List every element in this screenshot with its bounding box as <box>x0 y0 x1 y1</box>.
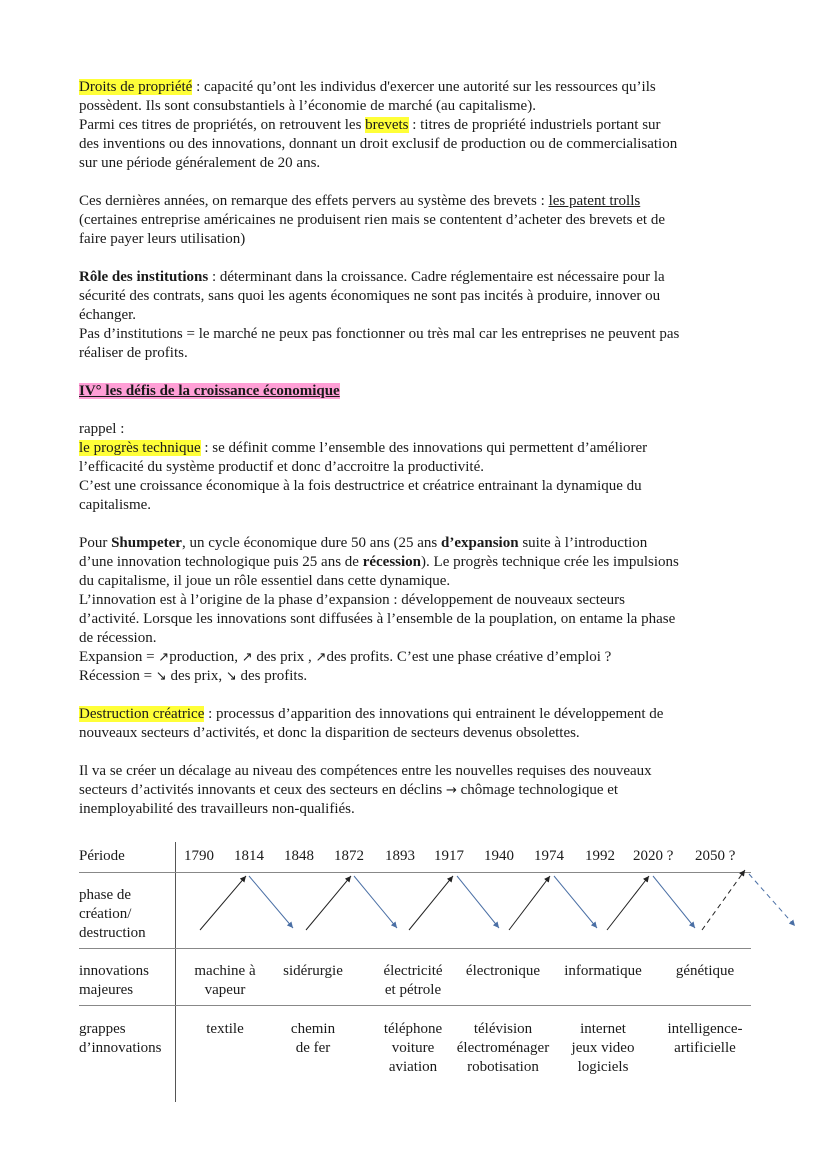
paragraph-schumpeter: Pour Shumpeter, un cycle économique dure 50 ans (25 ans d’expansion suite à l’introduction d’une innovation technologique puis 25 ans de récession). Le progrès technique crée les impulsions du capitalisme, il joue un rôle essentiel dans cette dynamique. L’innovation est à l’origine de la phase d’expansion : développement de nouveaux secteurs d’activité. Lorsque les innovations sont diffusées à l’ensemble de la pouplation, on entame la phase de récession. Expansion = ↗production, ↗ des prix , ↗des profits. C’est une phase créative d’emploi ? Récession = ↘ des prix, ↘ des profits. <box>79 535 679 684</box>
recession-arrow <box>457 876 499 928</box>
cluster-cell: internet jeux video logiciels <box>571 1021 635 1075</box>
recession-arrow <box>554 876 597 928</box>
recession-arrow <box>653 876 695 928</box>
recession-arrow <box>749 874 795 926</box>
innovation-cell: génétique <box>675 963 735 979</box>
document-body <box>79 78 759 819</box>
innovation-cell: informatique <box>564 963 642 979</box>
cluster-cell: intelligence- artificielle <box>667 1021 743 1056</box>
cluster-cell: télévision électroménager robotisation <box>456 1021 550 1075</box>
cluster-cell: chemin de fer <box>290 1021 336 1056</box>
arrow-down-icon: ↘ <box>225 669 237 684</box>
innovation-cell: électronique <box>465 963 541 979</box>
year-label: 1917 <box>434 848 464 864</box>
phase-label: phase de création/ destruction <box>79 887 146 941</box>
expansion-arrow <box>306 876 351 930</box>
year-label: 1974 <box>534 848 564 864</box>
term-patents: brevets <box>365 117 409 133</box>
year-label: 1790 <box>184 848 214 864</box>
paragraph-property-rights: Droits de propriété : capacité qu’ont les individus d'exercer une autorité sur les ressources qu’ils possèdent. Ils sont consubstantiels à l’économie de marché (au capitalisme). Parmi ces titres de propriétés, on retrouvent les brevets : titres de propriété industriels portant sur des inventions ou des innovations, donnant un droit exclusif de production ou de commercialisation sur une période généralement de 20 ans. <box>79 79 678 171</box>
year-label: 1940 <box>484 848 514 864</box>
expansion-arrow <box>607 876 649 930</box>
paragraph-technical-progress: rappel : le progrès technique : se définit comme l’ensemble des innovations qui permettent d’améliorer l’efficacité du système productif et donc d’accroitre la productivité. C’est une croissance économique à la fois destructrice et créatrice entrainant la dynamique du capitalisme. <box>79 421 648 513</box>
term-property-rights: Droits de propriété <box>79 79 193 95</box>
term-institutions: Rôle des institutions <box>79 269 209 285</box>
clusters-label: grappes d’innovations <box>79 1021 162 1056</box>
year-label: 1848 <box>284 848 314 864</box>
arrow-down-icon: ↘ <box>155 669 167 684</box>
innovations-label: innovations majeures <box>79 963 149 998</box>
innovation-cell: machine à vapeur <box>194 963 256 998</box>
recession-arrow <box>249 876 293 928</box>
innovation-cell: sidérurgie <box>283 963 343 979</box>
cycle-waves-diagram <box>79 842 819 952</box>
paragraph-institutions: Rôle des institutions : déterminant dans la croissance. Cadre réglementaire est nécessaire pour la sécurité des contrats, sans quoi les agents économiques ne sont pas incités à produire, innover ou échanger. Pas d’institutions = le marché ne peux pas fonctionner ou très mal car les entreprises ne peuvent pas réaliser de profits. <box>79 269 680 361</box>
section-heading: IV° les défis de la croissance économique <box>79 383 340 399</box>
term-creative-destruction: Destruction créatrice <box>79 706 205 722</box>
arrow-right-icon: → <box>445 783 457 798</box>
expansion-arrow <box>200 876 246 930</box>
year-label: 2020 ? <box>633 848 674 864</box>
arrow-up-icon: ↗ <box>241 650 253 665</box>
recession-arrow <box>354 876 397 928</box>
cluster-cell: téléphone voiture aviation <box>383 1021 443 1075</box>
term-patent-trolls: les patent trolls <box>548 193 641 209</box>
table-row-divider <box>79 1005 751 1006</box>
expansion-arrow <box>509 876 550 930</box>
year-label: 1893 <box>385 848 415 864</box>
period-label: Période <box>79 848 125 864</box>
year-label: 1872 <box>334 848 364 864</box>
innovation-cell: électricité et pétrole <box>383 963 443 998</box>
innovation-cycles-table <box>79 842 751 1102</box>
year-label: 2050 ? <box>695 848 736 864</box>
paragraph-skills-gap: Il va se créer un décalage au niveau des compétences entre les nouvelles requises des nouveaux secteurs d’activités innovants et ceux des secteurs en déclins → chômage technologique et inemployabilité des travailleurs non-qualifiés. <box>79 763 652 817</box>
paragraph-creative-destruction: Destruction créatrice : processus d’apparition des innovations qui entrainent le développement de nouveaux secteurs d’activités, et donc la disparition de secteurs devenus obsolettes. <box>79 706 664 741</box>
cluster-cell: textile <box>206 1021 244 1037</box>
term-technical-progress: le progrès technique <box>79 440 201 456</box>
arrow-up-icon: ↗ <box>315 650 327 665</box>
arrow-up-icon: ↗ <box>158 650 170 665</box>
expansion-arrow <box>409 876 453 930</box>
paragraph-patent-trolls: Ces dernières années, on remarque des effets pervers au système des brevets : les patent trolls (certaines entreprise américaines ne produisent rien mais se contentent d’acheter des brevets et de faire payer leurs utilisation) <box>79 193 665 247</box>
year-label: 1992 <box>585 848 615 864</box>
year-label: 1814 <box>234 848 264 864</box>
expansion-arrow <box>702 870 745 930</box>
